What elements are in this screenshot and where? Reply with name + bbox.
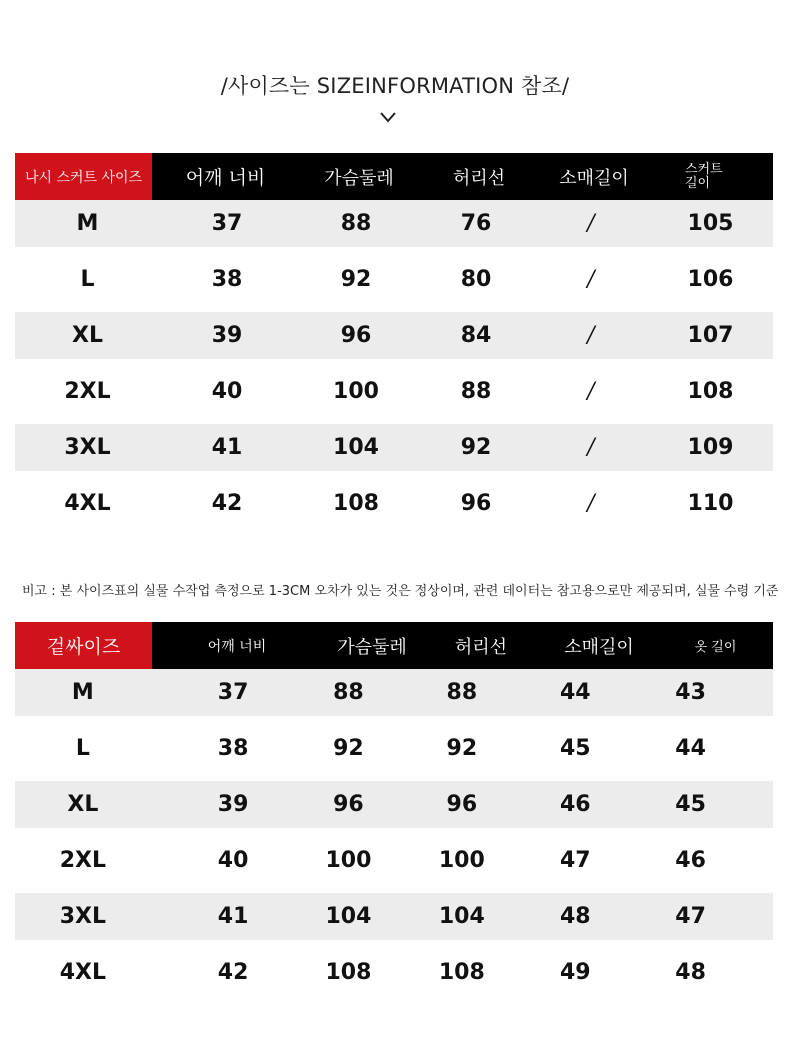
length-cell: 107 bbox=[687, 323, 734, 348]
length-cell: 106 bbox=[687, 267, 734, 292]
waist-cell: 108 bbox=[438, 960, 485, 985]
sleeve-cell: 48 bbox=[559, 904, 591, 929]
table-row bbox=[15, 256, 773, 303]
header-garment-length: 옷 길이 bbox=[694, 640, 737, 655]
shoulder-cell: 42 bbox=[217, 960, 249, 985]
size-cell: XL bbox=[72, 323, 103, 348]
header-sleeve-length: 소매길이 bbox=[564, 636, 634, 658]
table-row bbox=[15, 725, 773, 772]
waist-cell: 92 bbox=[446, 736, 478, 761]
chest-cell: 96 bbox=[333, 792, 364, 817]
chest-cell: 100 bbox=[333, 379, 379, 404]
shoulder-cell: 41 bbox=[217, 904, 249, 929]
outer-size-table bbox=[15, 622, 773, 996]
size-cell: 3XL bbox=[64, 435, 111, 460]
size-cell: L bbox=[80, 267, 95, 292]
shoulder-cell: 38 bbox=[211, 267, 243, 292]
header-size-label: 나시 스커트 사이즈 bbox=[15, 153, 152, 200]
header-shoulder-width: 어깨 너비 bbox=[207, 638, 267, 655]
table-row bbox=[15, 837, 773, 884]
waist-cell: 80 bbox=[460, 267, 492, 292]
size-cell: 4XL bbox=[64, 491, 111, 516]
waist-cell: 100 bbox=[438, 848, 485, 873]
size-cell: 2XL bbox=[59, 848, 106, 873]
chest-cell: 108 bbox=[325, 960, 372, 985]
sleeve-cell: / bbox=[587, 491, 595, 516]
header-skirt-length-label: 스커트 길이 bbox=[685, 161, 723, 191]
sleeve-cell: 45 bbox=[559, 736, 591, 761]
shoulder-cell: 42 bbox=[211, 491, 243, 516]
chest-cell: 108 bbox=[333, 491, 379, 516]
table-row bbox=[15, 368, 773, 415]
chest-cell: 88 bbox=[333, 680, 364, 705]
length-cell: 44 bbox=[675, 736, 706, 761]
length-cell: 48 bbox=[675, 960, 706, 985]
shoulder-cell: 39 bbox=[211, 323, 243, 348]
waist-cell: 104 bbox=[438, 904, 485, 929]
sleeve-cell: / bbox=[587, 323, 595, 348]
sleeve-cell: 47 bbox=[559, 848, 591, 873]
sleeve-cell: / bbox=[587, 211, 595, 236]
length-cell: 43 bbox=[675, 680, 706, 705]
page-heading: /사이즈는 SIZEINFORMATION 참조/ bbox=[220, 74, 570, 98]
waist-cell: 96 bbox=[460, 491, 492, 516]
table-header bbox=[15, 153, 773, 200]
header-skirt-length bbox=[649, 153, 773, 200]
shoulder-cell: 40 bbox=[217, 848, 249, 873]
shoulder-cell: 41 bbox=[211, 435, 243, 460]
chest-cell: 92 bbox=[333, 736, 364, 761]
table-row bbox=[15, 669, 773, 716]
length-cell: 45 bbox=[675, 792, 706, 817]
shoulder-cell: 40 bbox=[211, 379, 243, 404]
inner-skirt-size-table bbox=[15, 153, 773, 527]
length-cell: 109 bbox=[687, 435, 734, 460]
header-waist: 허리선 bbox=[452, 167, 506, 189]
sleeve-cell: / bbox=[587, 435, 595, 460]
chest-cell: 104 bbox=[333, 435, 379, 460]
shoulder-cell: 37 bbox=[217, 680, 249, 705]
table-row bbox=[15, 893, 773, 940]
size-cell: XL bbox=[67, 792, 99, 817]
chest-cell: 88 bbox=[340, 211, 372, 236]
size-cell: M bbox=[76, 211, 99, 236]
table-row bbox=[15, 200, 773, 247]
header-chest: 가슴둘레 bbox=[337, 636, 407, 658]
shoulder-cell: 38 bbox=[217, 736, 249, 761]
sleeve-cell: 46 bbox=[559, 792, 591, 817]
table-row bbox=[15, 480, 773, 527]
header-chest: 가슴둘레 bbox=[324, 167, 394, 189]
waist-cell: 88 bbox=[446, 680, 478, 705]
table-header bbox=[15, 622, 773, 669]
waist-cell: 76 bbox=[460, 211, 492, 236]
length-cell: 46 bbox=[675, 848, 706, 873]
length-cell: 110 bbox=[687, 491, 734, 516]
header-size-label: 겉싸이즈 bbox=[15, 622, 152, 669]
table-row bbox=[15, 312, 773, 359]
table-row bbox=[15, 781, 773, 828]
waist-cell: 92 bbox=[460, 435, 492, 460]
waist-cell: 96 bbox=[446, 792, 478, 817]
header-waist: 허리선 bbox=[454, 636, 508, 658]
chevron-down-icon bbox=[379, 110, 397, 124]
size-cell: 4XL bbox=[59, 960, 106, 985]
shoulder-cell: 37 bbox=[211, 211, 243, 236]
shoulder-cell: 39 bbox=[217, 792, 249, 817]
size-cell: 3XL bbox=[59, 904, 106, 929]
waist-cell: 84 bbox=[460, 323, 492, 348]
sleeve-cell: / bbox=[587, 379, 595, 404]
header-sleeve-length: 소매길이 bbox=[559, 167, 629, 189]
length-cell: 108 bbox=[687, 379, 734, 404]
length-cell: 105 bbox=[687, 211, 734, 236]
waist-cell: 88 bbox=[460, 379, 492, 404]
chest-cell: 104 bbox=[325, 904, 372, 929]
size-cell: M bbox=[71, 680, 94, 705]
chest-cell: 96 bbox=[340, 323, 372, 348]
chest-cell: 100 bbox=[325, 848, 372, 873]
size-cell: 2XL bbox=[64, 379, 111, 404]
header-shoulder-width: 어깨 너비 bbox=[185, 167, 266, 189]
table-row bbox=[15, 424, 773, 471]
sleeve-cell: / bbox=[587, 267, 595, 292]
sleeve-cell: 44 bbox=[559, 680, 591, 705]
table-row bbox=[15, 949, 773, 996]
measurement-note: 비고 : 본 사이즈표의 실물 수작업 측정으로 1-3CM 오차가 있는 것은 정상이며, 관련 데이터는 참고용으로만 제공되며, 실물 수령 기준 bbox=[22, 584, 779, 599]
sleeve-cell: 49 bbox=[559, 960, 591, 985]
chest-cell: 92 bbox=[340, 267, 372, 292]
size-cell: L bbox=[75, 736, 90, 761]
length-cell: 47 bbox=[675, 904, 706, 929]
